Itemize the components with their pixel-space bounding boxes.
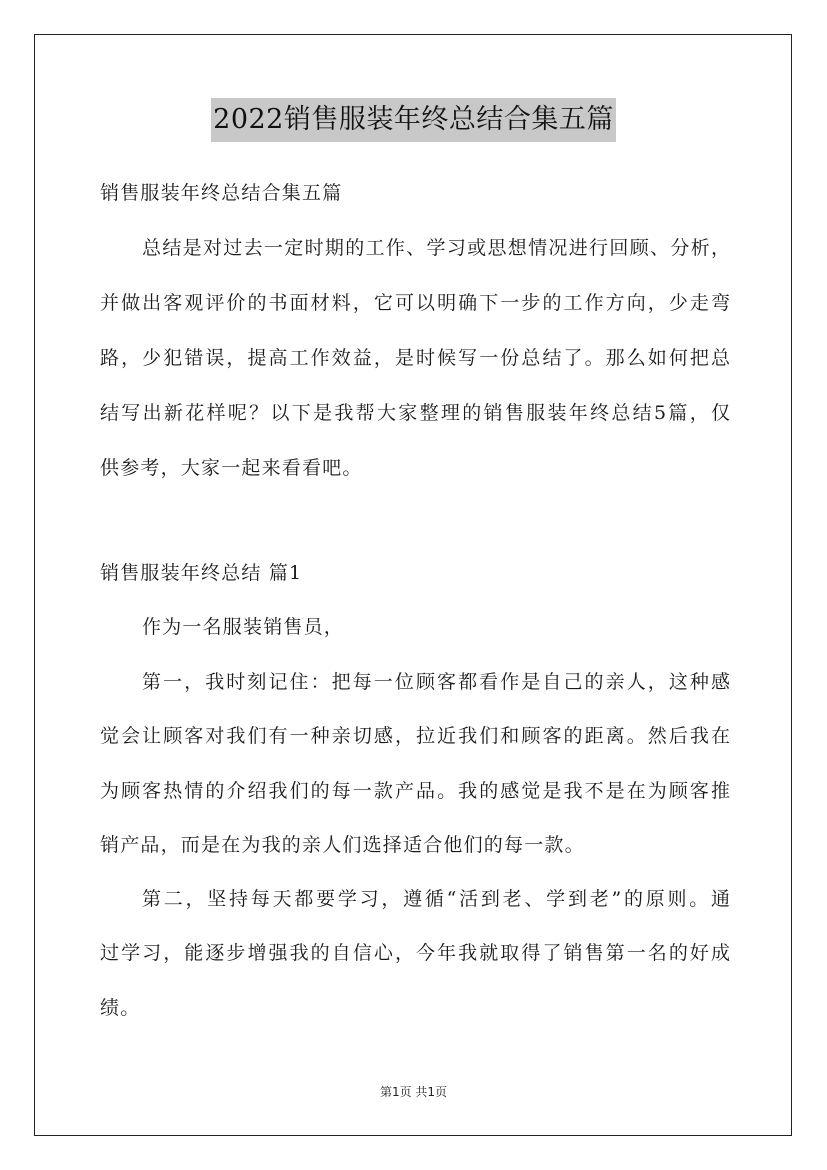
paragraph-1-line: 第一，我时刻记住：把每一位顾客都看作是自己的亲人，这种感 (142, 671, 730, 693)
section-opening: 作为一名服装销售员， (142, 616, 345, 638)
title-container (0, 98, 827, 142)
section-heading: 销售服装年终总结 篇1 (100, 562, 303, 584)
intro-line: 并做出客观评价的书面材料，它可以明确下一步的工作方向，少走弯 (100, 292, 730, 314)
paragraph-1-line: 销产品，而是在为我的亲人们选择适合他们的每一款。 (100, 834, 585, 856)
intro-line: 路，少犯错误，提高工作效益，是时候写一份总结了。那么如何把总 (100, 347, 730, 369)
paragraph-2-line: 绩。 (100, 997, 141, 1019)
document-title: 2022销售服装年终总结合集五篇 (211, 98, 616, 142)
paragraph-1-line: 为顾客热情的介绍我们的每一款产品。我的感觉是我不是在为顾客推 (100, 780, 730, 802)
document-subtitle: 销售服装年终总结合集五篇 (100, 182, 343, 204)
paragraph-1-line: 觉会让顾客对我们有一种亲切感，拉近我们和顾客的距离。然后我在 (100, 725, 730, 747)
intro-line: 总结是对过去一定时期的工作、学习或思想情况进行回顾、分析， (142, 237, 730, 259)
paragraph-2-line: 过学习，能逐步增强我的自信心，今年我就取得了销售第一名的好成 (100, 942, 730, 964)
intro-line: 供参考，大家一起来看看吧。 (100, 457, 363, 479)
intro-line: 结写出新花样呢？以下是我帮大家整理的销售服装年终总结5篇，仅 (100, 402, 730, 424)
paragraph-2-line: 第二，坚持每天都要学习，遵循“活到老、学到老”的原则。通 (142, 888, 730, 910)
page-footer: 第1页 共1页 (379, 1085, 448, 1099)
